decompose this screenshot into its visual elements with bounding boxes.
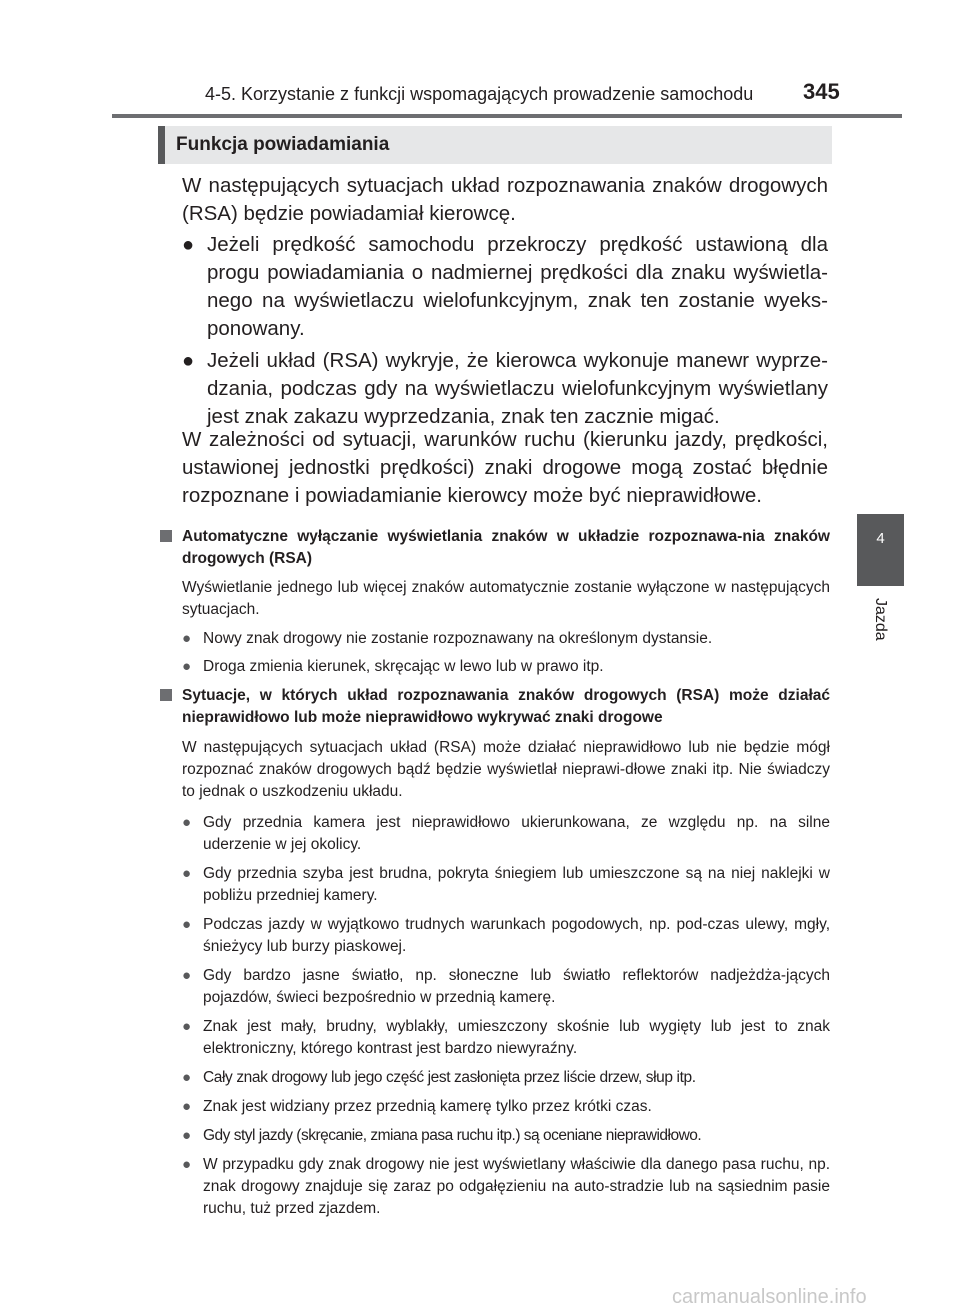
list-item-text: Znak jest widziany przez przednią kamerę tylko przez krótki czas. [203, 1098, 652, 1115]
list-item [182, 965, 830, 1009]
bullet-icon: ● [182, 1018, 192, 1035]
bullet-icon: ● [182, 916, 192, 933]
chapter-tab[interactable] [857, 514, 904, 586]
list-item-text: Podczas jazdy w wyjątkowo trudnych warunkach pogodowych, np. pod-czas ulewy, mgły, śnieżycy lub burzy piaskowej. [203, 916, 830, 955]
bullet-icon: ● [182, 1156, 192, 1173]
list-item [182, 347, 828, 431]
square-bullet-icon [160, 689, 172, 701]
watermark-text: carmanualsonline.info [672, 1286, 867, 1308]
list-item-text: Nowy znak drogowy nie zostanie rozpoznawany na określonym dystansie. [203, 630, 713, 647]
section-intro: W następujących sytuacjach układ rozpoznawania znaków drogowych (RSA) będzie powiadamiał kierowcę. [182, 174, 828, 225]
list-item-text: Droga zmienia kierunek, skręcając w lewo lub w prawo itp. [203, 658, 604, 675]
bullet-icon: ● [182, 658, 192, 675]
list-item [182, 1125, 830, 1147]
list-item [182, 863, 830, 907]
subsection-text: W następujących sytuacjach układ (RSA) może działać nieprawidłowo lub nie będzie mógł rozpoznać znaków drogowych bądź będzie wyświetlał nieprawi-dłowe znaki itp. Nie świadczy to jednak o uszkodzeniu układu. [182, 739, 830, 800]
bullet-icon: ● [182, 967, 192, 984]
list-item [182, 628, 830, 650]
subsection-text: Wyświetlanie jednego lub więcej znaków automatycznie zostanie wyłączone w następujących sytuacjach. [182, 579, 830, 618]
bullet-icon: ● [182, 1127, 192, 1144]
bullet-icon: ● [182, 350, 195, 372]
list-item-text: Jeżeli prędkość samochodu przekroczy prędkość ustawioną dla progu powiadamiania o nadmiernej prędkości dla znaku wyświetla-nego na wyświetlaczu wielofunkcyjnym, znak ten zostanie wyeks-ponowany. [207, 233, 828, 340]
list-item-text: Gdy przednia kamera jest nieprawidłowo ukierunkowana, ze względu np. na silne uderzenie w jej okolicy. [203, 814, 830, 853]
bullet-icon: ● [182, 234, 195, 256]
list-item [182, 812, 830, 856]
bullet-icon: ● [182, 1098, 192, 1115]
list-item [182, 1016, 830, 1060]
list-item [182, 231, 828, 343]
running-header: 4-5. Korzystanie z funkcji wspomagających prowadzenie samochodu [205, 84, 754, 104]
page-number: 345 [803, 79, 840, 104]
square-bullet-icon [160, 530, 172, 542]
list-item [182, 1154, 830, 1220]
list-item-text: Znak jest mały, brudny, wyblakły, umieszczony skośnie lub wygięty lub jest to znak elektroniczny, którego kontrast jest bardzo niewyraźny. [203, 1018, 830, 1057]
list-item [182, 656, 830, 678]
subsection-heading [160, 685, 830, 729]
bullet-icon: ● [182, 865, 192, 882]
header-rule [112, 114, 902, 118]
bullet-icon: ● [182, 630, 192, 647]
list-item [182, 1067, 830, 1089]
chapter-label: Jazda [872, 598, 889, 641]
list-item-text: Jeżeli układ (RSA) wykryje, że kierowca wykonuje manewr wyprze-dzania, podczas gdy na wyświetlaczu wielofunkcyjnym wyświetlany jest znak zakazu wyprzedzania, znak ten zacznie migać. [207, 349, 828, 428]
bullet-icon: ● [182, 814, 192, 831]
section-title: Funkcja powiadamiania [176, 134, 390, 155]
list-item-text: Gdy styl jazdy (skręcanie, zmiana pasa ruchu itp.) są oceniane nieprawidłowo. [203, 1127, 702, 1144]
section-title-bar [158, 126, 165, 164]
section-outro: W zależności od sytuacji, warunków ruchu (kierunku jazdy, prędkości, ustawionej jednostki prędkości) znaki drogowe mogą zostać błędnie rozpoznane i powiadamianie kierowcy może być nieprawidłowe. [182, 428, 828, 507]
list-item-text: Gdy bardzo jasne światło, np. słoneczne lub światło reflektorów nadjeżdża-jących pojazdów, świeci bezpośrednio w przednią kamerę. [203, 967, 830, 1006]
list-item [182, 1096, 830, 1118]
chapter-number: 4 [876, 530, 885, 547]
list-item-text: W przypadku gdy znak drogowy nie jest wyświetlany właściwie dla danego pasa ruchu, np. znak drogowy znajduje się zaraz po odgałęzieniu na auto-stradzie lub na sąsiednim pasie ruchu, tuż przed zjazdem. [203, 1156, 830, 1217]
subsection-heading [160, 526, 830, 570]
section-title-box [158, 126, 832, 164]
subsection-heading-text: Sytuacje, w których układ rozpoznawania znaków drogowych (RSA) może działać nieprawidłowo lub może nieprawidłowo wykrywać znaki drogowe [182, 687, 830, 726]
list-item [182, 914, 830, 958]
bullet-icon: ● [182, 1069, 192, 1086]
list-item-text: Cały znak drogowy lub jego część jest zasłonięta przez liście drzew, słup itp. [203, 1069, 696, 1086]
subsection-heading-text: Automatyczne wyłączanie wyświetlania znaków w układzie rozpoznawa-nia znaków drogowych (RSA) [182, 528, 830, 567]
list-item-text: Gdy przednia szyba jest brudna, pokryta śniegiem lub umieszczone są na niej naklejki w pobliżu przedniej kamery. [203, 865, 830, 904]
